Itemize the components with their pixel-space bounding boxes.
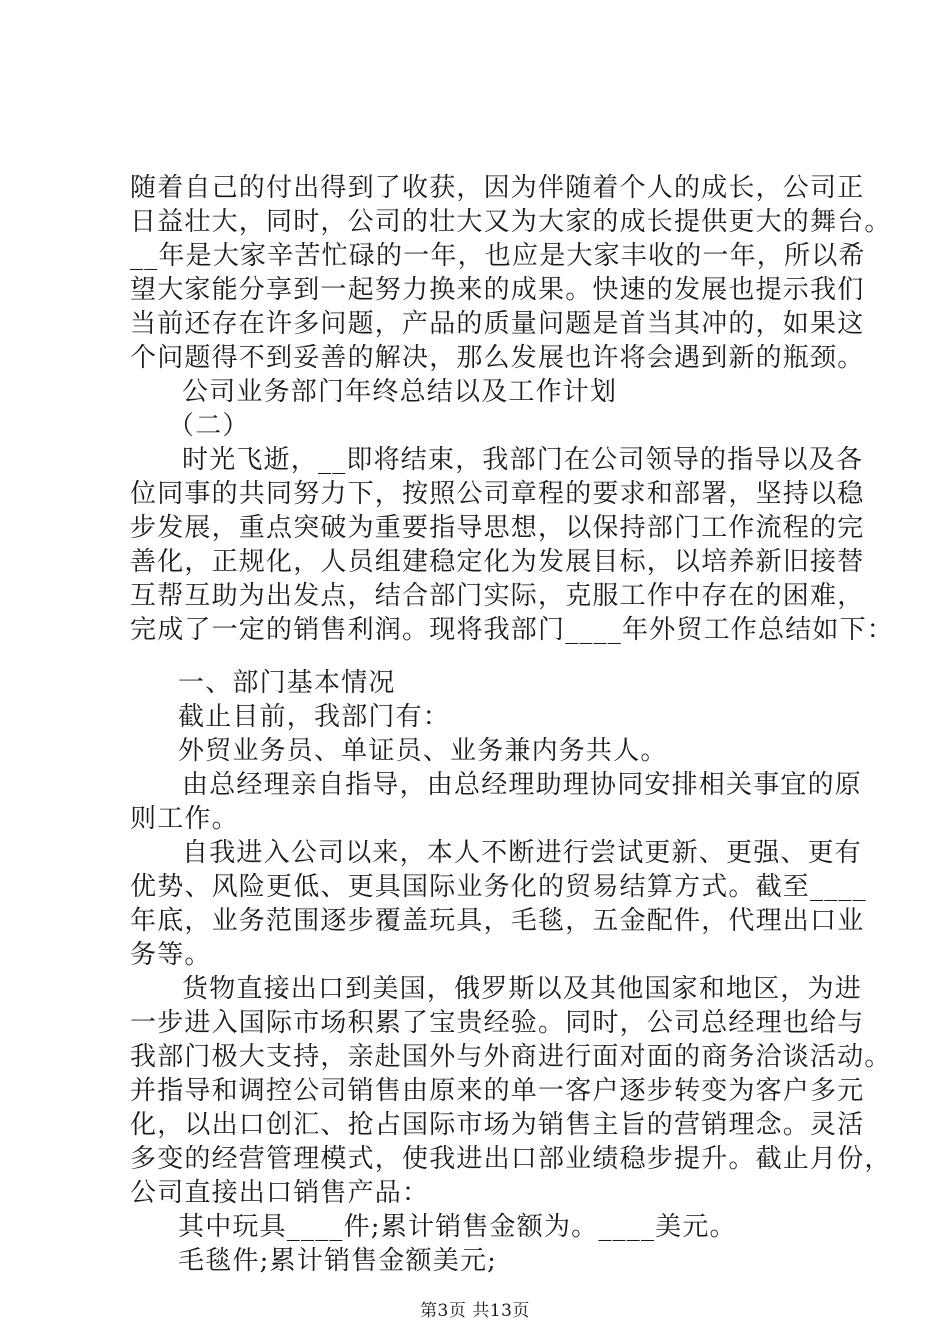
body-line-10: 位同事的共同努力下，按照公司章程的要求和部署，坚持以稳: [130, 479, 865, 509]
body-line-26: 我部门极大支持，亲赴国外与外商进行面对面的商务洽谈活动。: [130, 1042, 892, 1072]
subheading-basic-info: 一、部门基本情况: [178, 668, 396, 698]
body-line-18: 由总经理亲自指导，由总经理助理协同安排相关事宜的原: [182, 770, 863, 800]
body-line-1: 随着自己的付出得到了收获，因为伴随着个人的成长，公司正: [130, 173, 865, 203]
body-line-30: 公司直接出口销售产品：: [130, 1178, 430, 1208]
body-line-3: __年是大家辛苦忙碌的一年，也应是大家丰收的一年，所以希: [130, 241, 866, 271]
body-line-16: 截止目前，我部门有：: [178, 702, 451, 732]
body-line-13: 互帮互助为出发点，结合部门实际，克服工作中存在的困难，: [130, 581, 865, 611]
body-line-2: 日益壮大，同时，公司的壮大又为大家的成长提供更大的舞台。: [130, 207, 892, 237]
body-line-28: 化，以出口创汇、抢占国际市场为销售主旨的营销理念。灵活: [130, 1110, 865, 1140]
body-line-25: 一步进入国际市场积累了宝贵经验。同时，公司总经理也给与: [130, 1008, 865, 1038]
body-line-24: 货物直接出口到美国，俄罗斯以及其他国家和地区，为进: [182, 974, 863, 1004]
page-footer: 第3页 共13页: [420, 1301, 530, 1321]
body-line-9: 时光飞逝，__即将结束，我部门在公司领导的指导以及各: [182, 445, 864, 475]
body-line-14: 完成了一定的销售利润。现将我部门____年外贸工作总结如下：: [130, 615, 895, 645]
section-number: （二）: [168, 411, 250, 441]
body-line-22: 年底，业务范围逐步覆盖玩具，毛毯，五金配件，代理出口业: [130, 906, 865, 936]
body-line-23: 务等。: [130, 940, 212, 970]
body-line-5: 当前还存在许多问题，产品的质量问题是首当其冲的，如果这: [130, 309, 865, 339]
body-line-21: 优势、风险更低、更具国际业务化的贸易结算方式。截至____: [130, 872, 867, 902]
body-line-19: 则工作。: [130, 804, 239, 834]
body-line-6: 个问题得不到妥善的解决，那么发展也许将会遇到新的瓶颈。: [130, 343, 865, 373]
body-line-31: 其中玩具____件;累计销售金额为。____美元。: [178, 1212, 737, 1242]
body-line-11: 步发展，重点突破为重要指导思想，以保持部门工作流程的完: [130, 513, 865, 543]
body-line-17: 外贸业务员、单证员、业务兼内务共人。: [178, 736, 668, 766]
body-line-20: 自我进入公司以来，本人不断进行尝试更新、更强、更有: [182, 838, 863, 868]
body-line-29: 多变的经营管理模式，使我进出口部业绩稳步提升。截止月份，: [130, 1144, 892, 1174]
body-line-27: 并指导和调控公司销售由原来的单一客户逐步转变为客户多元: [130, 1076, 865, 1106]
body-line-4: 望大家能分享到一起努力换来的成果。快速的发展也提示我们: [130, 275, 865, 305]
body-line-32: 毛毯件;累计销售金额美元;: [178, 1246, 498, 1276]
body-line-12: 善化，正规化，人员组建稳定化为发展目标，以培养新旧接替: [130, 547, 865, 577]
section-heading: 公司业务部门年终总结以及工作计划: [182, 377, 618, 407]
